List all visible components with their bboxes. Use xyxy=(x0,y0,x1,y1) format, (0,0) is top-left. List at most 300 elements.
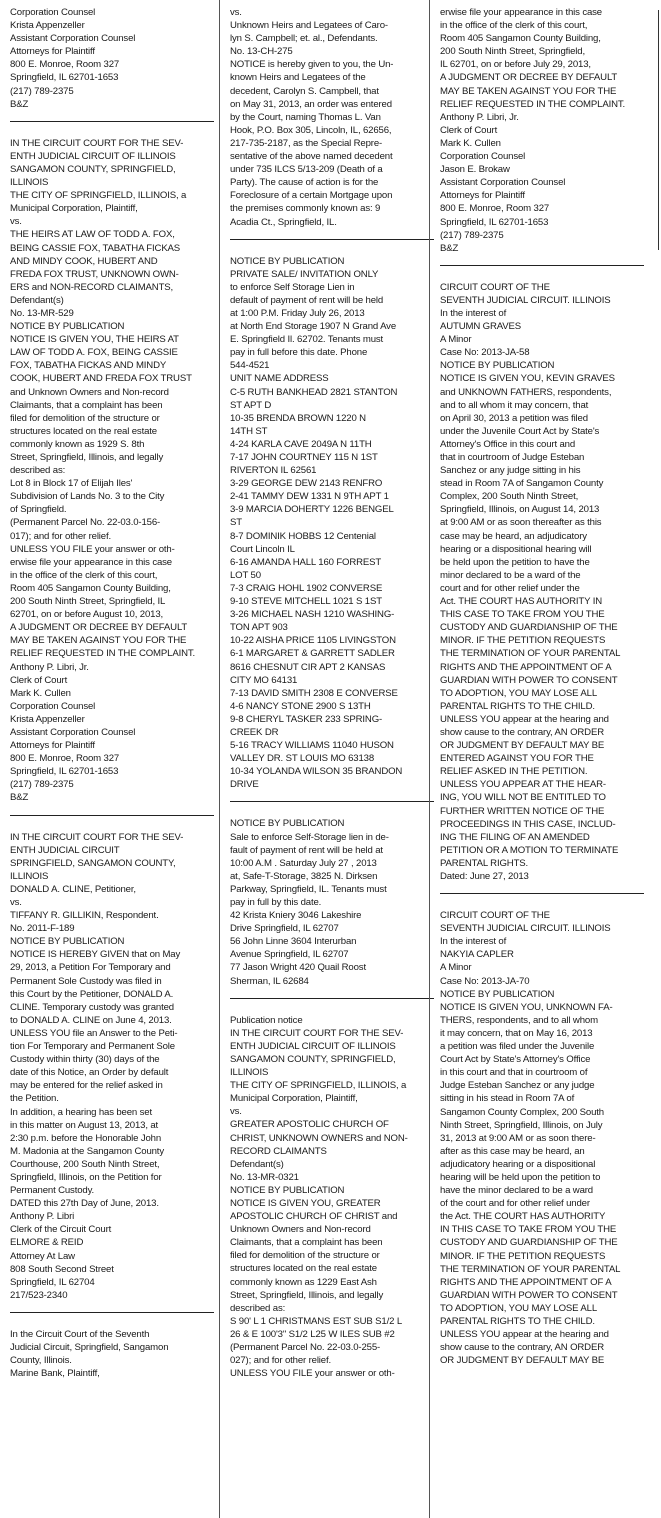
notice-text-line: under the Juvenile Court Act by State's xyxy=(440,425,600,437)
notice-text-line: show cause to the contrary, AN ORDER xyxy=(440,726,604,738)
notice-text-line: filed for demolition of the structure or xyxy=(230,1250,380,1262)
notice-text-line: 2:30 p.m. before the Honorable John xyxy=(10,1132,162,1144)
notice-text-line: Anthony P. Libri xyxy=(10,1211,75,1223)
legal-notice xyxy=(440,909,648,1367)
notice-text-line: Attorney At Law xyxy=(10,1250,75,1262)
notice-text-line: filed for demolition of the structure or xyxy=(10,412,160,424)
notice-text-line: case may be heard, an adjudicatory xyxy=(440,530,587,542)
notice-text-line: Case No: 2013-JA-70 xyxy=(440,975,530,987)
notice-text-line: SEVENTH JUDICIAL CIRCUIT. ILLINOIS xyxy=(440,923,611,935)
notice-text-line: Attorneys for Plaintiff xyxy=(440,190,525,202)
notice-text-line: THIS CASE TO TAKE FROM YOU THE xyxy=(440,609,605,621)
notice-text-line: 10-35 BRENDA BROWN 1220 N xyxy=(230,412,366,424)
notice-text-line: Street, Springfield, Illinois, and legally xyxy=(10,452,164,463)
notice-text-line: commonly known as 1229 East Ash xyxy=(230,1276,377,1288)
notice-text-line: (217) 789-2375 xyxy=(440,229,504,241)
notice-text-line: 3-9 MARCIA DOHERTY 1226 BENGEL xyxy=(230,504,394,516)
notice-text-line: 4-24 KARLA CAVE 2049A N 11TH xyxy=(230,438,372,450)
notice-text-line: Party). The cause of action is for the xyxy=(230,177,379,189)
notice-text-line: at, Safe-T-Storage, 3825 N. Dirksen xyxy=(230,870,378,882)
notice-text-line: NOTICE BY PUBLICATION xyxy=(440,360,555,372)
notice-text-line: C-5 RUTH BANKHEAD 2821 STANTON xyxy=(230,386,398,398)
notice-text-line: NOTICE BY PUBLICATION xyxy=(10,321,125,333)
notice-text-line: tion For Temporary and Permanent Sole xyxy=(10,1041,175,1053)
notice-text-line: 26 & E 100'3" S1/2 L25 W ILES SUB #2 xyxy=(230,1328,395,1340)
notice-text-line: Subdivision of Lands No. 3 to the City xyxy=(10,491,165,503)
notice-text-line: Ninth Street, Springfield, Illinois, on July xyxy=(440,1119,603,1131)
notice-text-line: THE CITY OF SPRINGFIELD, ILLINOIS, a xyxy=(10,190,187,202)
notice-text-line: 7-13 DAVID SMITH 2308 E CONVERSE xyxy=(230,687,398,699)
notice-text-line: Springfield, Illinois, on August 14, 2013 xyxy=(440,504,600,516)
notice-text-line: Room 405 Sangamon County Building, xyxy=(10,582,171,594)
notice-text-line: ILLINOIS xyxy=(10,177,49,189)
notice-text-line: and Unknown Owners and Non-record xyxy=(10,386,169,398)
notice-text-line: CUSTODY AND GUARDIANSHIP OF THE xyxy=(440,622,618,634)
notice-text-line: RELIEF REQUESTED IN THE COMPLAINT. xyxy=(10,648,196,660)
notice-text-line: Defendant(s) xyxy=(10,294,64,306)
notice-text-line: Springfield, IL 62701-1653 xyxy=(10,766,119,778)
notice-text-line: 8616 CHESNUT CIR APT 2 KANSAS xyxy=(230,661,386,673)
notice-text-line: Sanchez or any judge sitting in his xyxy=(440,465,581,477)
notice-text-line: at 1:00 P.M. Friday July 26, 2013 xyxy=(230,307,365,319)
notice-text-line: 56 John Linne 3604 Interurban xyxy=(230,936,357,948)
notice-text-line: ENTH JUDICIAL CIRCUIT xyxy=(10,844,120,856)
notice-text-line: MINOR. IF THE PETITION REQUESTS xyxy=(440,635,606,647)
notice-text-line: ING, YOU WILL NOT BE ENTITLED TO xyxy=(440,792,606,804)
notice-text-line: S 90' L 1 CHRISTMANS EST SUB S1/2 L xyxy=(230,1315,403,1327)
notice-text-line: date of this Notice, an Order by default xyxy=(10,1067,169,1079)
notice-text-line: OR JUDGMENT BY DEFAULT MAY BE xyxy=(440,1355,605,1367)
notice-text-line: B&Z xyxy=(440,242,459,254)
notice-separator xyxy=(10,121,214,122)
notice-text-line: GREATER APOSTOLIC CHURCH OF xyxy=(230,1119,389,1131)
notice-text-line: VALLEY DR. ST LOUIS MO 63138 xyxy=(230,753,375,765)
notice-text-line: ILLINOIS xyxy=(230,1067,269,1079)
notice-text-line: Assistant Corporation Counsel xyxy=(440,177,566,189)
notice-separator xyxy=(230,998,434,999)
notice-text-line: in this court and that in courtroom of xyxy=(440,1067,588,1079)
notice-text-line: IN THE CIRCUIT COURT FOR THE SEV- xyxy=(230,1027,404,1039)
notice-text-line: LOT 50 xyxy=(230,569,261,581)
notice-text-line: PETITION OR A MOTION TO TERMINATE xyxy=(440,844,619,856)
notice-text-line: PARENTAL RIGHTS. xyxy=(440,857,529,869)
notice-text-line: Sherman, IL 62684 xyxy=(230,975,309,987)
notice-separator xyxy=(10,1312,214,1313)
notice-text-line: PROCEEDINGS IN THIS CASE, INCLUD- xyxy=(440,818,616,830)
notice-text-line: it may concern, that on May 16, 2013 xyxy=(440,1027,593,1039)
notice-text-line: GUARDIAN WITH POWER TO CONSENT xyxy=(440,1289,618,1301)
notice-text-line: Clerk of Court xyxy=(10,674,68,686)
legal-notice xyxy=(10,831,218,1302)
notice-text-line: Jason E. Brokaw xyxy=(440,164,510,176)
notice-text-line: Municipal Corporation, Plaintiff, xyxy=(10,203,138,215)
notice-text-line: 5-16 TRACY WILLIAMS 11040 HUSON xyxy=(230,740,394,752)
notice-text-line: NOTICE BY PUBLICATION xyxy=(10,936,125,948)
notice-text-line: 42 Krista Kniery 3046 Lakeshire xyxy=(230,910,362,922)
notice-text-line: County, Illinois. xyxy=(10,1355,72,1367)
notice-text-line: ILLINOIS xyxy=(10,870,49,882)
notice-text-line: structures located on the real estate xyxy=(230,1263,377,1275)
page-edge-rule xyxy=(658,10,659,250)
notice-text-line: pay in full before this date. Phone xyxy=(230,347,368,359)
legal-notice xyxy=(230,817,438,987)
notice-text-line: PARENTAL RIGHTS TO THE CHILD. xyxy=(440,700,595,712)
notice-separator xyxy=(230,801,434,802)
notice-text-line: may be entered for the relief asked in xyxy=(10,1080,163,1092)
notice-text-line: UNLESS YOU appear at the hearing and xyxy=(440,713,609,725)
notice-text-line: B&Z xyxy=(10,98,29,110)
notice-text-line: SEVENTH JUDICIAL CIRCUIT. ILLINOIS xyxy=(440,294,611,306)
notice-text-line: Judicial Circuit, Springfield, Sangamon xyxy=(10,1342,169,1353)
notice-text-line: structures located on the real estate xyxy=(10,425,157,437)
column-3 xyxy=(440,6,648,1367)
notice-text-line: SANGAMON COUNTY, SPRINGFIELD, xyxy=(10,163,176,175)
notice-text-line: NOTICE BY PUBLICATION xyxy=(230,255,345,267)
notice-text-line: Attorneys for Plaintiff xyxy=(10,46,95,58)
notice-text-line: UNLESS YOU file an Answer to the Peti- xyxy=(10,1027,178,1039)
column-divider xyxy=(219,0,220,1518)
notice-text-line: Assistant Corporation Counsel xyxy=(10,726,136,738)
notice-text-line: Parkway, Springfield, IL. Tenants must xyxy=(230,883,387,895)
notice-separator xyxy=(230,239,434,240)
notice-text-line: Drive Springfield, IL 62707 xyxy=(230,923,339,935)
notice-text-line: 200 South Ninth Street, Springfield, xyxy=(440,46,585,58)
notice-text-line: MAY BE TAKEN AGAINST YOU FOR THE xyxy=(440,85,617,97)
notice-text-line: court and for other relief under the xyxy=(440,582,580,594)
notice-text-line: CLINE. Temporary custody was granted xyxy=(10,1001,174,1013)
notice-text-line: ERS and NON-RECORD CLAIMANTS, xyxy=(10,281,174,293)
notice-text-line: to enforce Self Storage Lien in xyxy=(230,281,355,293)
notice-text-line: ELMORE & REID xyxy=(10,1237,84,1249)
notice-text-line: have the minor declared to be a ward xyxy=(440,1185,593,1197)
notice-text-line: FURTHER WRITTEN NOTICE OF THE xyxy=(440,805,605,817)
notice-text-line: UNLESS YOU appear at the hearing and xyxy=(440,1329,609,1341)
notice-text-line: DATED this 27th Day of June, 2013. xyxy=(10,1198,159,1210)
notice-text-line: a petition was filed under the Juvenile xyxy=(440,1041,595,1053)
notice-text-line: Complex, 200 South Ninth Street, xyxy=(440,491,579,503)
notice-text-line: LAW OF TODD A. FOX, BEING CASSIE xyxy=(10,347,178,359)
notice-text-line: pay in full by this date. xyxy=(230,897,322,908)
notice-text-line: Attorneys for Plaintiff xyxy=(10,740,95,752)
notice-text-line: No. 13-CH-275 xyxy=(230,46,293,58)
notice-text-line: CITY MO 64131 xyxy=(230,674,298,686)
notice-text-line: 6-16 AMANDA HALL 160 FORREST xyxy=(230,556,382,568)
notice-text-line: CIRCUIT COURT OF THE xyxy=(440,910,550,922)
notice-text-line: 3-26 MICHAEL NASH 1210 WASHING- xyxy=(230,609,395,621)
notice-text-line: A Minor xyxy=(440,334,472,346)
notice-text-line: DRIVE xyxy=(230,779,259,791)
notice-separator xyxy=(10,815,214,816)
notice-text-line: Krista Appenzeller xyxy=(10,20,85,32)
notice-text-line: 4-6 NANCY STONE 2900 S 13TH xyxy=(230,700,371,712)
notice-text-line: (Permanent Parcel No. 22-03.0-255- xyxy=(230,1342,381,1353)
notice-text-line: 2-41 TAMMY DEW 1331 N 9TH APT 1 xyxy=(230,491,389,503)
notice-text-line: FOX, TABATHA FICKAS AND MINDY xyxy=(10,360,167,372)
notice-text-line: hearing or a dispositional hearing will xyxy=(440,543,592,555)
notice-text-line: Attorney's Office in this court and xyxy=(440,438,576,450)
notice-text-line: be held upon the petition to have the xyxy=(440,556,590,568)
notice-text-line: M. Madonia at the Sangamon County xyxy=(10,1145,164,1157)
legal-notice xyxy=(10,137,218,805)
notice-text-line: stead in Room 7A of Sangamon County xyxy=(440,478,604,490)
notice-text-line: Street, Springfield, Illinois, and legally xyxy=(230,1289,384,1301)
notice-text-line: UNIT NAME ADDRESS xyxy=(230,373,329,385)
notice-text-line: NAKYIA CAPLER xyxy=(440,949,514,961)
notice-text-line: show cause to the contrary, AN ORDER xyxy=(440,1342,604,1354)
notice-text-line: THERS, respondents, and to all whom xyxy=(440,1014,598,1026)
notice-text-line: adjudicatory hearing or a dispositional xyxy=(440,1158,596,1170)
column-divider xyxy=(429,0,430,1518)
notice-text-line: A Minor xyxy=(440,962,472,974)
notice-text-line: minor declared to be a ward of the xyxy=(440,569,581,581)
notice-text-line: CREEK DR xyxy=(230,726,279,738)
notice-text-line: Anthony P. Libri, Jr. xyxy=(440,111,519,123)
notice-text-line: Lot 8 in Block 17 of Elijah Iles' xyxy=(10,478,133,490)
notice-text-line: Assistant Corporation Counsel xyxy=(10,33,136,45)
notice-text-line: Unknown Heirs and Legatees of Caro- xyxy=(230,20,388,32)
notice-text-line: NOTICE BY PUBLICATION xyxy=(230,1184,345,1196)
notice-text-line: A JUDGMENT OR DECREE BY DEFAULT xyxy=(440,72,618,84)
legal-notice xyxy=(10,1328,218,1380)
notice-text-line: 77 Jason Wright 420 Quail Roost xyxy=(230,962,366,974)
notice-text-line: (217) 789-2375 xyxy=(10,85,74,97)
column-1 xyxy=(10,6,218,1380)
notice-text-line: Hook, P.O. Box 305, Lincoln, IL, 62656, xyxy=(230,124,392,136)
notice-text-line: fault of payment of rent will be held at xyxy=(230,844,383,856)
notice-text-line: ENTH JUDICIAL CIRCUIT OF ILLINOIS xyxy=(230,1040,396,1052)
notice-text-line: 800 E. Monroe, Room 327 xyxy=(10,753,120,765)
notice-text-line: described as: xyxy=(10,465,66,477)
notice-text-line: Marine Bank, Plaintiff, xyxy=(10,1368,100,1380)
notice-text-line: Publication notice xyxy=(230,1014,303,1026)
notice-text-line: 31, 2013 at 9:00 AM or as soon there- xyxy=(440,1132,596,1144)
notice-text-line: Corporation Counsel xyxy=(10,700,96,712)
notice-text-line: 10-34 YOLANDA WILSON 35 BRANDON xyxy=(230,766,403,778)
notice-text-line: AND MINDY COOK, HUBERT AND xyxy=(10,255,158,267)
notice-text-line: Claimants, that a complaint has been xyxy=(230,1237,383,1249)
notice-text-line: and UNKNOWN FATHERS, respondents, xyxy=(440,386,612,398)
notice-text-line: Krista Appenzeller xyxy=(10,713,85,725)
notice-text-line: RIGHTS AND THE APPOINTMENT OF A xyxy=(440,661,612,673)
legal-notice xyxy=(230,255,438,792)
notice-text-line: lyn S. Campbell; et. al., Defendants. xyxy=(230,33,378,45)
notice-text-line: IN THE CIRCUIT COURT FOR THE SEV- xyxy=(10,831,184,843)
notice-text-line: in this matter on August 13, 2013, at xyxy=(10,1119,159,1131)
notice-text-line: Unknown Owners and Non-record xyxy=(230,1224,371,1236)
notice-text-line: at 9:00 AM or as soon thereafter as this xyxy=(440,517,602,529)
notice-text-line: that in courtroom of Judge Esteban xyxy=(440,452,585,463)
notice-text-line: ST APT D xyxy=(230,399,272,411)
notice-text-line: PARENTAL RIGHTS TO THE CHILD. xyxy=(440,1316,595,1327)
notice-text-line: NOTICE is hereby given to you, the Un- xyxy=(230,59,394,71)
notice-text-line: Sangamon County Complex, 200 South xyxy=(440,1106,604,1118)
notice-text-line: PRIVATE SALE/ INVITATION ONLY xyxy=(230,268,379,280)
notice-text-line: 7-3 CRAIG HOHL 1902 CONVERSE xyxy=(230,582,383,594)
notice-text-line: Mark K. Cullen xyxy=(10,687,71,699)
legal-notice xyxy=(440,281,648,883)
notice-text-line: Clerk of Court xyxy=(440,124,498,136)
legal-notice xyxy=(440,6,648,255)
notice-text-line: Springfield, IL 62701-1653 xyxy=(10,72,119,84)
notice-text-line: 800 E. Monroe, Room 327 xyxy=(440,203,550,215)
notice-text-line: Court Lincoln IL xyxy=(230,543,295,555)
notice-text-line: 14TH ST xyxy=(230,425,268,437)
notice-text-line: No. 13-MR-529 xyxy=(10,307,74,319)
notice-text-line: RECORD CLAIMANTS xyxy=(230,1145,327,1157)
notice-text-line: in the office of the clerk of this court, xyxy=(10,569,158,581)
notice-text-line: TO ADOPTION, YOU MAY LOSE ALL xyxy=(440,687,598,699)
notice-text-line: Dated: June 27, 2013 xyxy=(440,871,529,882)
notice-text-line: ING THE FILING OF AN AMENDED xyxy=(440,831,590,843)
notice-text-line: E. Springfield Il. 62702. Tenants must xyxy=(230,334,384,346)
notice-text-line: commonly known as 1929 S. 8th xyxy=(10,438,145,450)
notice-text-line: NOTICE IS HEREBY GIVEN that on May xyxy=(10,949,181,961)
notice-text-line: MAY BE TAKEN AGAINST YOU FOR THE xyxy=(10,635,187,647)
notice-text-line: known Heirs and Legatees of the xyxy=(230,72,366,84)
notice-text-line: No. 2011-F-189 xyxy=(10,923,75,935)
notice-text-line: TON APT 903 xyxy=(230,622,288,634)
notice-text-line: UNLESS YOU FILE your answer or oth- xyxy=(230,1368,395,1380)
notice-text-line: decedent, Carolyn S. Campbell, that xyxy=(230,85,379,97)
notice-text-line: 10:00 A.M . Saturday July 27 , 2013 xyxy=(230,857,377,869)
notice-text-line: THE TERMINATION OF YOUR PARENTAL xyxy=(440,1263,621,1275)
notice-text-line: sentative of the above named decedent xyxy=(230,151,393,163)
notice-text-line: hearing will be held upon the petition to xyxy=(440,1171,601,1183)
notice-text-line: In the Circuit Court of the Seventh xyxy=(10,1328,150,1340)
notice-text-line: RELIEF REQUESTED IN THE COMPLAINT. xyxy=(440,98,626,110)
notice-text-line: after as this case may be heard, an xyxy=(440,1145,585,1157)
notice-text-line: 3-29 GEORGE DEW 2143 RENFRO xyxy=(230,478,383,490)
notice-text-line: Custody within thirty (30) days of the xyxy=(10,1054,160,1066)
notice-text-line: NOTICE IS GIVEN YOU, THE HEIRS AT xyxy=(10,334,179,346)
notice-text-line: Clerk of the Circuit Court xyxy=(10,1224,112,1236)
notice-text-line: in the office of the clerk of this court, xyxy=(440,20,588,32)
notice-text-line: OR JUDGMENT BY DEFAULT MAY BE xyxy=(440,740,605,752)
notice-text-line: this Court by the Petitioner, DONALD A. xyxy=(10,988,174,1000)
legal-notice xyxy=(10,6,218,111)
notice-text-line: SPRINGFIELD, SANGAMON COUNTY, xyxy=(10,857,176,869)
notice-text-line: Permanent Sole Custody was filed in xyxy=(10,975,162,987)
notice-text-line: on April 30, 2013 a petition was filed xyxy=(440,412,588,424)
notice-text-line: and to all whom it may concern, that xyxy=(440,399,589,411)
notice-text-line: Corporation Counsel xyxy=(440,151,526,163)
notice-text-line: APOSTOLIC CHURCH OF CHRIST and xyxy=(230,1211,398,1223)
notice-text-line: sitting in his stead in Room 7A of xyxy=(440,1093,575,1105)
notice-text-line: default of payment of rent will be held xyxy=(230,294,384,306)
notice-text-line: Corporation Counsel xyxy=(10,7,96,18)
notice-text-line: Mark K. Cullen xyxy=(440,137,501,149)
notice-text-line: RIGHTS AND THE APPOINTMENT OF A xyxy=(440,1276,612,1288)
notice-text-line: (217) 789-2375 xyxy=(10,779,74,791)
notice-text-line: erwise file your appearance in this case xyxy=(10,556,172,568)
notice-text-line: NOTICE BY PUBLICATION xyxy=(230,818,345,830)
notice-text-line: 7-17 JOHN COURTNEY 115 N 1ST xyxy=(230,452,378,463)
notice-text-line: A JUDGMENT OR DECREE BY DEFAULT xyxy=(10,622,188,634)
notice-text-line: on May 31, 2013, an order was entered xyxy=(230,98,392,110)
notice-text-line: IN THIS CASE TO TAKE FROM YOU THE xyxy=(440,1224,617,1236)
notice-text-line: RIVERTON IL 62561 xyxy=(230,465,317,477)
legal-notice xyxy=(230,6,438,229)
notice-text-line: CHRIST, UNKNOWN OWNERS and NON- xyxy=(230,1132,408,1144)
notice-text-line: vs. xyxy=(230,1106,242,1118)
notice-text-line: Municipal Corporation, Plaintiff, xyxy=(230,1093,358,1105)
notice-text-line: Judge Esteban Sanchez or any judge xyxy=(440,1080,595,1092)
notice-text-line: IL 62701, on or before July 29, 2013, xyxy=(440,59,591,71)
notice-text-line: IN THE CIRCUIT COURT FOR THE SEV- xyxy=(10,137,184,149)
notice-text-line: Claimants, that a complaint has been xyxy=(10,399,163,411)
column-2 xyxy=(230,6,438,1380)
notice-text-line: THE CITY OF SPRINGFIELD, ILLINOIS, a xyxy=(230,1080,407,1092)
notice-text-line: NOTICE BY PUBLICATION xyxy=(440,988,555,1000)
notice-text-line: 9-10 STEVE MITCHELL 1021 S 1ST xyxy=(230,596,382,608)
notice-text-line: vs. xyxy=(230,7,242,18)
notice-text-line: by the Court, naming Thomas L. Van xyxy=(230,111,381,123)
notice-text-line: Avenue Springfield, IL 62707 xyxy=(230,949,349,961)
notice-text-line: Springfield, IL 62701-1653 xyxy=(440,216,549,228)
notice-text-line: Sale to enforce Self-Storage lien in de- xyxy=(230,831,389,843)
notice-text-line: 6-1 MARGARET & GARRETT SADLER xyxy=(230,648,395,660)
notice-text-line: UNLESS YOU APPEAR AT THE HEAR- xyxy=(440,779,606,791)
notice-text-line: 017); and for other relief. xyxy=(10,530,112,542)
notice-text-line: Springfield, IL 62704 xyxy=(10,1276,95,1288)
notice-text-line: 027); and for other relief. xyxy=(230,1355,332,1367)
notice-text-line: 10-22 AISHA PRICE 1105 LIVINGSTON xyxy=(230,635,396,647)
notice-text-line: Room 405 Sangamon County Building, xyxy=(440,33,601,45)
notice-separator xyxy=(440,265,644,266)
notice-text-line: of Springfield. xyxy=(10,504,67,516)
notice-text-line: 800 E. Monroe, Room 327 xyxy=(10,59,120,71)
notice-text-line: 8-7 DOMINIK HOBBS 12 Centenial xyxy=(230,530,376,542)
notice-text-line: TO ADOPTION, YOU MAY LOSE ALL xyxy=(440,1302,598,1314)
notice-text-line: to DONALD A. CLINE on June 4, 2013. xyxy=(10,1014,172,1026)
notice-text-line: 29, 2013, a Petition For Temporary and xyxy=(10,962,171,974)
notice-text-line: ST xyxy=(230,517,242,529)
notice-text-line: BEING CASSIE FOX, TABATHA FICKAS xyxy=(10,242,181,254)
notice-text-line: MINOR. IF THE PETITION REQUESTS xyxy=(440,1250,606,1262)
legal-notice xyxy=(230,1014,438,1381)
notice-text-line: at North End Storage 1907 N Grand Ave xyxy=(230,321,397,333)
notice-text-line: 200 South Ninth Street, Springfield, IL xyxy=(10,596,166,608)
notice-text-line: ENTH JUDICIAL CIRCUIT OF ILLINOIS xyxy=(10,150,176,162)
notice-text-line: TIFFANY R. GILLIKIN, Respondent. xyxy=(10,910,159,922)
notice-text-line: SANGAMON COUNTY, SPRINGFIELD, xyxy=(230,1053,396,1065)
notice-text-line: B&Z xyxy=(10,792,29,804)
notice-text-line: described as: xyxy=(230,1302,286,1314)
notice-text-line: Foreclosure of a certain Mortgage upon xyxy=(230,190,393,202)
notice-text-line: COOK, HUBERT AND FREDA FOX TRUST xyxy=(10,373,192,385)
notice-text-line: erwise file your appearance in this case xyxy=(440,7,602,18)
notice-text-line: of the court and for other relief under xyxy=(440,1198,590,1210)
notice-text-line: NOTICE IS GIVEN YOU, KEVIN GRAVES xyxy=(440,373,615,385)
notice-text-line: Act. THE COURT HAS AUTHORITY IN xyxy=(440,596,603,608)
notice-text-line: Springfield, Illinois, on the Petition for xyxy=(10,1171,162,1183)
notice-text-line: 9-8 CHERYL TASKER 233 SPRING- xyxy=(230,713,383,725)
notice-text-line: vs. xyxy=(10,897,22,908)
notice-text-line: DONALD A. CLINE, Petitioner, xyxy=(10,883,136,895)
notice-text-line: NOTICE IS GIVEN YOU, GREATER xyxy=(230,1197,381,1209)
notice-text-line: 808 South Second Street xyxy=(10,1263,114,1275)
notice-text-line: Defendant(s) xyxy=(230,1158,284,1170)
notice-text-line: CUSTODY AND GUARDIANSHIP OF THE xyxy=(440,1237,618,1249)
notice-text-line: CIRCUIT COURT OF THE xyxy=(440,281,550,293)
notice-text-line: the premises commonly known as: 9 xyxy=(230,203,381,215)
notice-text-line: FREDA FOX TRUST, UNKNOWN OWN- xyxy=(10,268,179,280)
notice-text-line: the Act. THE COURT HAS AUTHORITY xyxy=(440,1211,606,1223)
notice-text-line: RELIEF ASKED IN THE PETITION. xyxy=(440,766,588,778)
notice-separator xyxy=(440,893,644,894)
notice-text-line: Courthouse, 200 South Ninth Street, xyxy=(10,1158,160,1170)
notice-text-line: Acadia Ct., Springfield, IL. xyxy=(230,216,337,228)
